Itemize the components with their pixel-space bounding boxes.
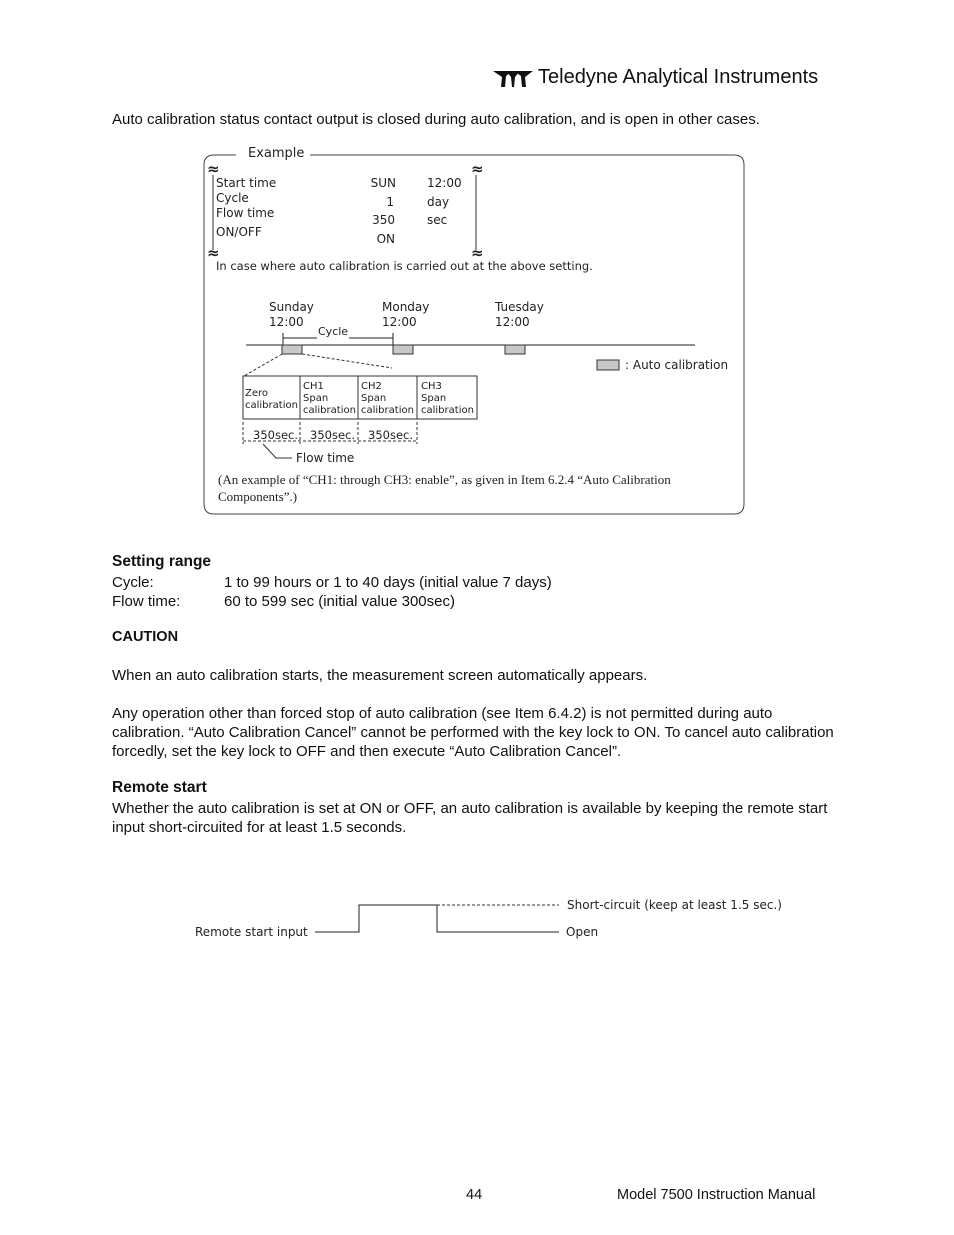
auto-cal-marker (505, 345, 525, 354)
open-label: Open (566, 925, 599, 939)
setting-value: 1 (386, 195, 394, 209)
setting-range-label: Cycle: (112, 574, 154, 591)
setting-range-value: 1 to 99 hours or 1 to 40 days (initial value 7 days) (224, 574, 552, 591)
setting-unit: 12:00 (427, 176, 462, 190)
duration-label: 350sec. (368, 428, 413, 442)
legend-swatch (597, 360, 619, 370)
remote-input-label: Remote start input (195, 925, 308, 939)
auto-cal-marker (393, 345, 413, 354)
cycle-label: Cycle (318, 325, 349, 338)
step-cell: Zero calibration (245, 388, 298, 411)
legend-label: : Auto calibration (625, 358, 729, 372)
setting-unit: sec (427, 213, 448, 227)
break-symbol-icon: ≈ (207, 160, 220, 178)
step-cell: CH1 Span calibration (303, 381, 356, 416)
short-circuit-label: Short-circuit (keep at least 1.5 sec.) (567, 898, 782, 912)
setting-label: Flow time (216, 206, 275, 220)
auto-cal-marker (282, 345, 302, 354)
case-note: In case where auto calibration is carried out at the above setting. (216, 259, 593, 273)
break-symbol-icon: ≈ (207, 244, 220, 262)
step-cell: CH2 Span calibration (361, 381, 414, 416)
duration-label: 350sec. (310, 428, 355, 442)
setting-label: Start time (216, 176, 277, 190)
duration-label: 350sec. (253, 428, 298, 442)
setting-value: 350 (372, 213, 395, 227)
example-note: Components”.) (218, 489, 298, 504)
time-label: 12:00 (269, 315, 304, 329)
setting-label: ON/OFF (216, 225, 262, 239)
caution-paragraph: Any operation other than forced stop of auto calibration (see Item 6.4.2) is not permitted during auto calibration. “Auto Calibration Cancel” cannot be performed with the key lock to ON. To cancel auto calibration forcedly, set the key lock to OFF and then execute “Auto Calibration Cancel”. (112, 705, 834, 760)
remote-start-heading: Remote start (112, 779, 207, 796)
caution-paragraph: When an auto calibration starts, the measurement screen automatically appears. (112, 667, 648, 684)
step-cell: CH3 Span calibration (421, 381, 474, 416)
setting-range-value: 60 to 599 sec (initial value 300sec) (224, 593, 455, 610)
break-symbol-icon: ≈ (471, 160, 484, 178)
remote-start-signal (0, 880, 954, 960)
setting-value: SUN (370, 176, 396, 190)
setting-value: ON (376, 232, 395, 246)
break-symbol-icon: ≈ (471, 244, 484, 262)
page-number: 44 (466, 1187, 483, 1203)
example-title: Example (248, 146, 305, 161)
example-note: (An example of “CH1: through CH3: enable”, as given in Item 6.2.4 “Auto Calibration (218, 472, 671, 487)
manual-title: Model 7500 Instruction Manual (617, 1187, 816, 1203)
brand-name: Teledyne Analytical Instruments (538, 66, 819, 88)
day-label: Sunday (269, 300, 314, 314)
setting-range-label: Flow time: (112, 593, 181, 610)
time-label: 12:00 (382, 315, 417, 329)
remote-start-paragraph: Whether the auto calibration is set at ON or OFF, an auto calibration is available by keeping the remote start input short-circuited for at least 1.5 seconds. (112, 800, 828, 836)
caution-heading: CAUTION (112, 629, 179, 645)
day-label: Monday (382, 300, 430, 314)
flow-time-label: Flow time (296, 451, 355, 465)
setting-range-heading: Setting range (112, 553, 212, 570)
time-label: 12:00 (495, 315, 530, 329)
intro-text: Auto calibration status contact output is closed during auto calibration, and is open in other cases. (112, 111, 760, 128)
setting-unit: day (427, 195, 450, 209)
day-label: Tuesday (495, 300, 544, 314)
setting-label: Cycle (216, 191, 249, 205)
remote-start-figure (0, 880, 954, 960)
example-figure (0, 0, 954, 530)
